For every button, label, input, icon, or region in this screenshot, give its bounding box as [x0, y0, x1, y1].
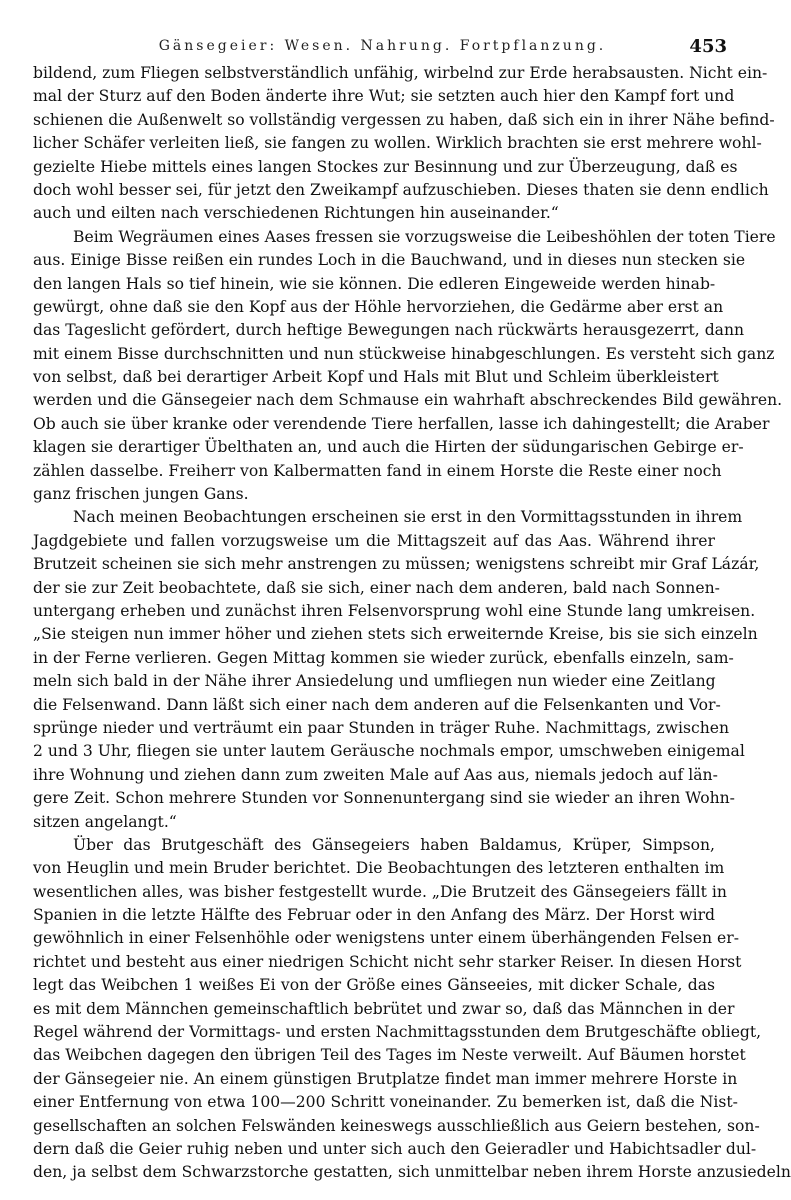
paragraph — [33, 834, 791, 1185]
text-line: bildend, zum Fliegen selbstverständlich unfähig, wirbelnd zur Erde herabsausten. Nicht ein- — [33, 64, 768, 82]
text-line: Regel während der Vormittags- und ersten Nachmittagsstunden dem Brutgeschäfte obliegt, — [33, 1023, 762, 1042]
text-line: gere Zeit. Schon mehrere Stunden vor Sonnenuntergang sind sie wieder an ihren Wohn- — [33, 789, 735, 808]
text-line: werden und die Gänsegeier nach dem Schmause ein wahrhaft abschreckendes Bild gewähren. — [33, 391, 783, 410]
text-line: Brutzeit scheinen sie sich mehr anstrengen zu müssen; wenigstens schreibt mir Graf Lázár, — [33, 555, 760, 574]
text-line: ganz frischen jungen Gans. — [33, 485, 249, 504]
text-line: von Heuglin und mein Bruder berichtet. Die Beobachtungen des letzteren enthalten im — [33, 859, 725, 878]
text-line: die Felsenwand. Dann läßt sich einer nach dem anderen auf die Felsenkanten und Vor- — [33, 695, 721, 714]
text-line: richtet und besteht aus einer niedrigen Schicht nicht sehr starker Reiser. In diesen Horst — [33, 952, 742, 971]
text-line: klagen sie derartiger Übelthaten an, und auch die Hirten der südungarischen Gebirge er- — [33, 438, 744, 457]
paragraph — [33, 62, 775, 226]
text-line: 2 und 3 Uhr, fliegen sie unter lautem Geräusche nochmals empor, umschweben einigemal — [33, 742, 745, 761]
text-line: den, ja selbst dem Schwarzstorche gestatten, sich unmittelbar neben ihrem Horste anzusiedeln — [33, 1163, 791, 1182]
text-line: sprünge nieder und verträumt ein paar Stunden in träger Ruhe. Nachmittags, zwischen — [33, 718, 730, 737]
text-line: schienen die Außenwelt so vollständig vergessen zu haben, daß sich ein in ihrer Nähe befind- — [33, 110, 775, 129]
text-line: Nach meinen Beobachtungen erscheinen sie erst in den Vormittagsstunden in ihrem — [73, 508, 743, 527]
text-line: das Tageslicht gefördert, durch heftige Bewegungen nach rückwärts herausgezerrt, dann — [33, 321, 745, 340]
text-line: es mit dem Männchen gemeinschaftlich bebrütet und zwar so, daß das Männchen in der — [33, 999, 735, 1018]
text-line: mal der Sturz auf den Boden änderte ihre Wut; sie setzten auch hier den Kampf fort und — [33, 87, 735, 106]
text-line: Ob auch sie über kranke oder verendende Tiere herfallen, lasse ich dahingestellt; die Araber — [33, 414, 770, 433]
text-line: der Gänsegeier nie. An einem günstigen Brutplatze findet man immer mehrere Horste in — [33, 1069, 738, 1088]
text-line: von selbst, daß bei derartiger Arbeit Kopf und Hals mit Blut und Schleim überkleistert — [33, 368, 719, 387]
text-line: in der Ferne verlieren. Gegen Mittag kommen sie wieder zurück, ebenfalls einzeln, sam- — [33, 648, 734, 667]
text-line: Jagdgebiete und fallen vorzugsweise um die Mittagszeit auf das Aas. Während ihrer — [33, 531, 715, 550]
text-line: der sie zur Zeit beobachtete, daß sie sich, einer nach dem anderen, bald nach Sonnen- — [33, 578, 720, 597]
running-head — [0, 36, 765, 58]
text-line: doch wohl besser sei, für jetzt den Zweikampf aufzuschieben. Dieses thaten sie denn endlich — [33, 180, 769, 199]
text-line: gewürgt, ohne daß sie den Kopf aus der Höhle hervorziehen, die Gedärme aber erst an — [33, 297, 724, 316]
text-line: das Weibchen dagegen den übrigen Teil des Tages im Neste verweilt. Auf Bäumen horstet — [33, 1046, 746, 1065]
page-number: 453 — [689, 36, 727, 57]
text-line: gesellschaften an solchen Felswänden keineswegs ausschließlich aus Geiern bestehen, son- — [33, 1116, 760, 1135]
text-line: einer Entfernung von etwa 100—200 Schritt voneinander. Zu bemerken ist, daß die Nist- — [33, 1093, 738, 1112]
text-line: licher Schäfer verleiten ließ, sie fangen zu wollen. Wirklich brachten sie erst mehrere wohl- — [33, 134, 762, 153]
text-line: meln sich bald in der Nähe ihrer Ansiedelung und umfliegen nun wieder eine Zeitlang — [33, 672, 716, 691]
text-line: gewöhnlich in einer Felsenhöhle oder wenigstens unter einem überhängenden Felsen er- — [33, 929, 739, 948]
text-line: Beim Wegräumen eines Aases fressen sie vorzugsweise die Leibeshöhlen der toten Tiere — [73, 227, 776, 246]
text-line: Spanien in die letzte Hälfte des Februar oder in den Anfang des März. Der Horst wird — [33, 906, 715, 925]
text-line: sitzen angelangt.“ — [33, 812, 177, 831]
text-line: legt das Weibchen 1 weißes Ei von der Größe eines Gänseeies, mit dicker Schale, das — [33, 976, 715, 995]
text-body — [33, 62, 791, 1185]
text-line: aus. Einige Bisse reißen ein rundes Loch in die Bauchwand, und in dieses nun stecken sie — [33, 251, 746, 270]
text-line: ihre Wohnung und ziehen dann zum zweiten Male auf Aas aus, niemals jedoch auf län- — [33, 765, 718, 784]
text-line: „Sie steigen nun immer höher und ziehen stets sich erweiternde Kreise, bis sie sich einzeln — [33, 625, 758, 644]
paragraph — [33, 506, 760, 833]
text-line: mit einem Bisse durchschnitten und nun stückweise hinabgeschlungen. Es versteht sich ganz — [33, 344, 775, 363]
text-line: Über das Brutgeschäft des Gänsegeiers haben Baldamus, Krüper, Simpson, — [73, 835, 715, 854]
text-line: untergang erheben und zunächst ihren Felsenvorsprung wohl eine Stunde lang umkreisen. — [33, 601, 756, 620]
paragraph — [33, 226, 783, 507]
text-line: zählen dasselbe. Freiherr von Kalbermatten fand in einem Horste die Reste einer noch — [33, 461, 722, 480]
text-line: wesentlichen alles, was bisher festgestellt wurde. „Die Brutzeit des Gänsegeiers fällt in — [33, 882, 727, 901]
text-line: dern daß die Geier ruhig neben und unter sich auch den Geieradler und Habichtsadler dul- — [33, 1139, 757, 1158]
text-line: auch und eilten nach verschiedenen Richtungen hin auseinander.“ — [33, 204, 559, 223]
running-title: Gänsegeier: Wesen. Nahrung. Fortpflanzung. — [158, 38, 607, 54]
text-line: gezielte Hiebe mittels eines langen Stockes zur Besinnung und zur Überzeugung, daß es — [33, 157, 738, 176]
text-line: den langen Hals so tief hinein, wie sie können. Die edleren Eingeweide werden hinab- — [33, 274, 716, 293]
